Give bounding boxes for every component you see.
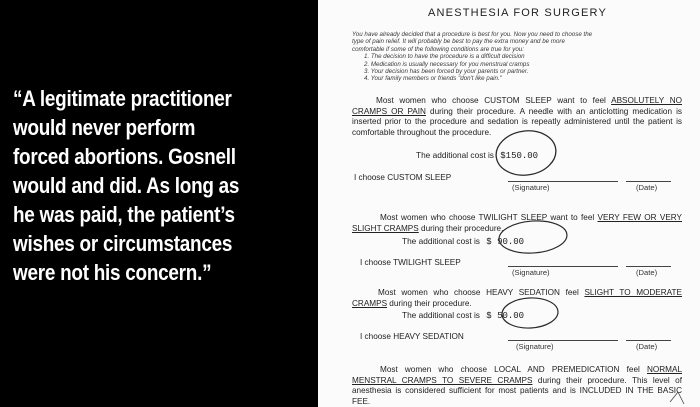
cost-label: The additional cost is bbox=[402, 236, 480, 246]
custom-sleep-paragraph bbox=[352, 96, 682, 138]
signature-line[interactable] bbox=[508, 181, 618, 182]
date-line[interactable] bbox=[626, 340, 671, 341]
quote-line: would and did. As long as bbox=[13, 173, 240, 198]
signature-label: (Signature) bbox=[512, 268, 550, 277]
cost-value: $ 50.00 bbox=[486, 311, 525, 321]
twilight-sleep-cost bbox=[402, 236, 524, 247]
date-label: (Date) bbox=[636, 268, 658, 277]
quote-line: were not his concern.” bbox=[13, 260, 212, 285]
heavy-sedation-paragraph bbox=[352, 288, 682, 309]
intro-list-item: 4. Your family members or friends "don't like pain." bbox=[364, 75, 502, 83]
quote-line: wishes or circumstances bbox=[13, 231, 233, 256]
intro-list-item: 2. Medication is usually necessary for you menstrual cramps bbox=[364, 60, 530, 68]
cost-label: The additional cost is bbox=[402, 310, 480, 320]
heavy-sedation-text: Most women who choose HEAVY SEDATION feel bbox=[378, 288, 579, 297]
heavy-sedation-underlined: SLIGHT TO MODERATE CRAMPS bbox=[352, 288, 682, 308]
date-line[interactable] bbox=[626, 181, 671, 182]
custom-sleep-text-suffix: during their procedure. A needle with an anticlotting medication is inserted prior to the procedure and sedation is repeatly administered until the patient is comfortable throughout the procedure. bbox=[352, 106, 682, 137]
signature-line[interactable] bbox=[508, 266, 618, 267]
quote-line: “A legitimate practitioner bbox=[13, 86, 232, 111]
heavy-sedation-choice: I choose HEAVY SEDATION bbox=[360, 332, 464, 341]
local-premedication-text-suffix: during their procedure. This level of anesthesia is considered sufficient for most patients and is INCLUDED IN THE BASIC FEE. bbox=[352, 375, 682, 406]
heavy-sedation-text-suffix: during their procedure. bbox=[387, 298, 472, 308]
twilight-sleep-choice: I choose TWILIGHT SLEEP bbox=[360, 258, 461, 267]
date-label: (Date) bbox=[636, 342, 658, 351]
custom-sleep-cost bbox=[416, 150, 538, 161]
intro-list-item: 3. Your decision has been forced by your parents or partner. bbox=[364, 68, 529, 76]
cost-value: $ 90.00 bbox=[486, 237, 525, 247]
signature-label: (Signature) bbox=[516, 342, 554, 351]
local-premedication-underlined: NORMAL MENSTRAL CRAMPS TO SEVERE CRAMPS bbox=[352, 365, 682, 385]
cost-label: The additional cost is bbox=[416, 150, 494, 160]
twilight-sleep-text: Most women who choose TWILIGHT SLEEP want to feel bbox=[380, 213, 595, 222]
signature-label: (Signature) bbox=[512, 183, 550, 192]
quote-panel bbox=[0, 0, 318, 407]
pull-quote bbox=[13, 84, 271, 287]
signature-line[interactable] bbox=[508, 340, 618, 341]
intro-list bbox=[352, 53, 692, 83]
quote-line: would never perform bbox=[13, 115, 196, 140]
intro-line: comfortable if some of the following conditions are true for you: bbox=[352, 45, 524, 53]
date-label: (Date) bbox=[636, 183, 658, 192]
quote-line: forced abortions. Gosnell bbox=[13, 144, 236, 169]
heavy-sedation-cost bbox=[402, 310, 524, 321]
intro-line: You have already decided that a procedure is best for you. Now you need to choose the bbox=[352, 31, 593, 38]
form-title: ANESTHESIA FOR SURGERY bbox=[428, 7, 608, 19]
local-premedication-text: Most women who choose LOCAL AND PREMEDICATION feel bbox=[380, 365, 640, 374]
quote-line: he was paid, the patient’s bbox=[13, 202, 235, 227]
intro-list-item: 1. The decision to have the procedure is a difficult decision bbox=[364, 53, 525, 61]
custom-sleep-choice: I choose CUSTOM SLEEP bbox=[354, 173, 452, 182]
twilight-sleep-underlined: VERY FEW OR VERY SLIGHT CRAMPS bbox=[352, 213, 683, 233]
intro-line: type of pain relief. It will probably be best to pay the extra money and be more bbox=[352, 38, 565, 46]
date-line[interactable] bbox=[626, 266, 671, 267]
custom-sleep-text: Most women who choose CUSTOM SLEEP want to feel bbox=[376, 96, 606, 105]
local-premedication-paragraph bbox=[352, 365, 682, 407]
twilight-sleep-text-suffix: during their procedure. bbox=[418, 223, 504, 233]
cost-value: $150.00 bbox=[500, 151, 539, 161]
twilight-sleep-paragraph bbox=[352, 213, 682, 234]
scanned-form bbox=[318, 0, 700, 407]
form-intro bbox=[352, 31, 692, 83]
custom-sleep-underlined: ABSOLUTELY NO CRAMPS OR PAIN bbox=[352, 96, 683, 116]
